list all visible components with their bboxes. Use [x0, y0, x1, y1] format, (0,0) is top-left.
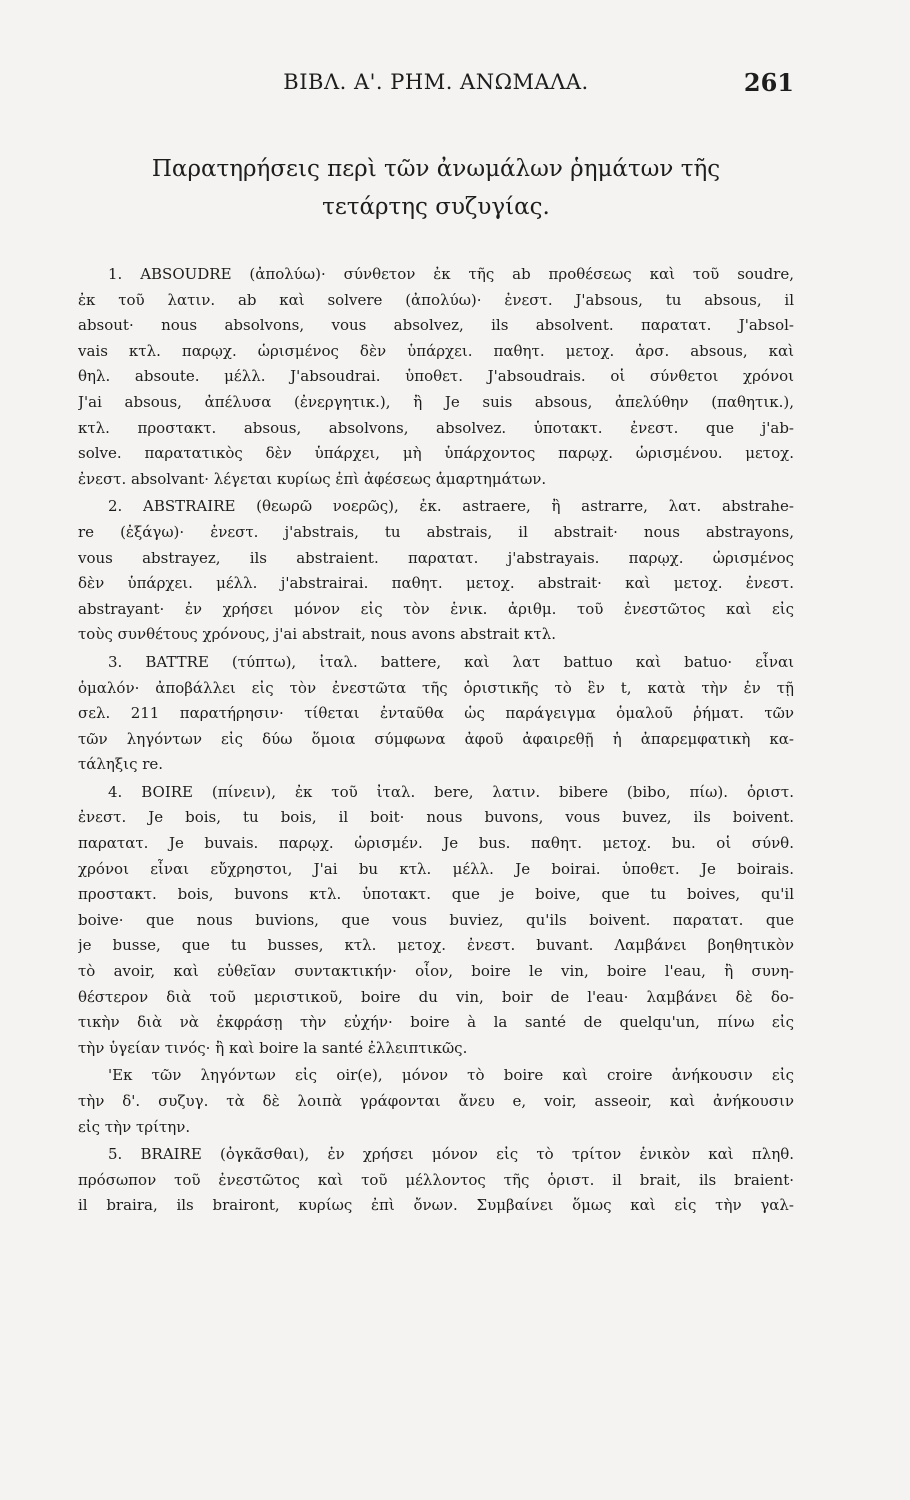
text-line: παρατατ. Je buvais. παρῳχ. ὡρισμέν. Je bus. παθητ. μετοχ. bu. οἱ σύνθ.	[78, 834, 794, 853]
paragraph	[78, 780, 794, 1062]
paragraph	[78, 1063, 794, 1140]
text-line: ἐνεστ. absolvant· λέγεται κυρίως ἐπὶ ἀφέσεως ἁμαρτημάτων.	[78, 469, 547, 488]
body-text	[78, 262, 794, 1219]
text-line: vous abstrayez, ils abstraient. παρατατ. j'abstrayais. παρῳχ. ὡρισμένος	[78, 548, 794, 567]
text-line: τὴν δ'. συζυγ. τὰ δὲ λοιπὰ γράφονται ἄνευ e, voir, asseoir, καὶ ἀνήκουσιν	[78, 1092, 794, 1110]
text-line: boive· que nous buvions, que vous buviez, qu'ils boivent. παρατατ. que	[78, 910, 794, 929]
paragraph	[78, 262, 794, 492]
text-line: τὴν ὑγείαν τινός· ἢ καὶ boire la santé ἐλλειπτικῶς.	[78, 1038, 468, 1057]
text-line: abstrayant· ἐν χρήσει μόνον εἰς τὸν ἑνικ. ἀριθμ. τοῦ ἐνεστῶτος καὶ εἰς	[78, 599, 794, 618]
text-line: δὲν ὑπάρχει. μέλλ. j'abstrairai. παθητ. μετοχ. abstrait· καὶ μετοχ. ἐνεστ.	[78, 574, 794, 593]
text-line: τοὺς συνθέτους χρόνους, j'ai abstrait, nous avons abstrait κτλ.	[78, 625, 557, 644]
text-line: absout· nous absolvons, vous absolvez, ils absolvent. παρατατ. J'absol-	[78, 316, 794, 335]
text-line: re (ἐξάγω)· ἐνεστ. j'abstrais, tu abstrais, il abstrait· nous abstrayons,	[78, 522, 794, 541]
text-line: τῶν ληγόντων εἰς δύω ὅμοια σύμφωνα ἀφοῦ ἀφαιρεθῇ ἡ ἀπαρεμφατικὴ κα-	[78, 729, 794, 748]
text-line: προστακτ. bois, buvons κτλ. ὑποτακτ. que je boive, que tu boives, qu'il	[78, 885, 794, 904]
text-line: 3. BATTRE (τύπτω), ἰταλ. battere, καὶ λατ battuo καὶ batuo· εἶναι	[108, 652, 794, 671]
text-line: vais κτλ. παρῳχ. ὡρισμένος δὲν ὑπάρχει. παθητ. μετοχ. ἀρσ. absous, καὶ	[78, 341, 794, 360]
text-line: θηλ. absoute. μέλλ. J'absoudrai. ὑποθετ. J'absoudrais. οἱ σύνθετοι χρόνοι	[78, 367, 794, 386]
running-title: ΒΙΒΛ. Α'. ΡΗΜ. ΑΝΩΜΑΛΑ.	[283, 70, 589, 94]
text-line: 2. ABSTRAIRE (θεωρῶ νοερῶς), ἐκ. astraere, ἢ astrarre, λατ. abstrahe-	[108, 497, 794, 516]
text-line: τάληξις re.	[78, 755, 164, 774]
text-line: 4. BOIRE (πίνειν), ἐκ τοῦ ἰταλ. bere, λατιν. bibere (bibo, πίω). ὁριστ.	[108, 782, 794, 801]
text-line: πρόσωπον τοῦ ἐνεστῶτος καὶ τοῦ μέλλοντος τῆς ὁριστ. il brait, ils braient·	[78, 1170, 794, 1189]
text-line: ὁμαλόν· ἀποβάλλει εἰς τὸν ἐνεστῶτα τῆς ὁριστικῆς τὸ ἓν t, κατὰ τὴν ἐν τῇ	[78, 678, 794, 697]
paragraph	[78, 494, 794, 648]
page-number: 261	[743, 68, 794, 97]
text-line: τικὴν διὰ νὰ ἐκφράσῃ τὴν εὐχήν· boire à la santé de quelqu'un, πίνω εἰς	[78, 1013, 794, 1032]
text-line: 'Εκ τῶν ληγόντων εἰς oir(e), μόνον τὸ boire καὶ croire ἀνήκουσιν εἰς	[108, 1066, 794, 1085]
text-line: solve. παρατατικὸς δὲν ὑπάρχει, μὴ ὑπάρχοντος παρῳχ. ὡρισμένου. μετοχ.	[78, 444, 794, 463]
running-head	[78, 70, 794, 100]
text-line: je busse, que tu busses, κτλ. μετοχ. ἐνεστ. buvant. Λαμβάνει βοηθητικὸν	[78, 936, 794, 955]
paragraph	[78, 650, 794, 778]
text-line: κτλ. προστακτ. absous, absolvons, absolvez. ὑποτακτ. ἐνεστ. que j'ab-	[78, 418, 794, 437]
text-line: il braira, ils brairont, κυρίως ἐπὶ ὄνων. Συμβαίνει ὅμως καὶ εἰς τὴν γαλ-	[78, 1196, 794, 1215]
text-line: J'ai absous, ἀπέλυσα (ἐνεργητικ.), ἢ Je suis absous, ἀπελύθην (παθητικ.),	[78, 392, 794, 411]
text-line: σελ. 211 παρατήρησιν· τίθεται ἐνταῦθα ὡς παράγειγμα ὁμαλοῦ ῥήματ. τῶν	[78, 704, 794, 723]
text-line: 5. BRAIRE (ὀγκᾶσθαι), ἐν χρήσει μόνον εἰς τὸ τρίτον ἑνικὸν καὶ πληθ.	[108, 1145, 794, 1164]
section-title-line: τετάρτης συζυγίας.	[322, 194, 550, 220]
section-title-line: Παρατηρήσεις περὶ τῶν ἀνωμάλων ῥημάτων τῆς	[151, 156, 721, 182]
text-line: 1. ABSOUDRE (ἀπολύω)· σύνθετον ἐκ τῆς ab προθέσεως καὶ τοῦ soudre,	[108, 265, 794, 283]
text-line: χρόνοι εἶναι εὔχρηστοι, J'ai bu κτλ. μέλλ. Je boirai. ὑποθετ. Je boirais.	[78, 859, 794, 878]
paragraph	[78, 1142, 794, 1219]
text-line: τὸ avoir, καὶ εὐθεῖαν συντακτικήν· οἷον, boire le vin, boire l'eau, ἢ συνη-	[78, 962, 794, 981]
text-line: εἰς τὴν τρίτην.	[78, 1117, 191, 1136]
text-line: ἐνεστ. Je bois, tu bois, il boit· nous buvons, vous buvez, ils boivent.	[78, 808, 794, 827]
text-line: ἐκ τοῦ λατιν. ab καὶ solvere (ἀπολύω)· ἐνεστ. J'absous, tu absous, il	[78, 290, 794, 309]
text-line: θέστερον διὰ τοῦ μεριστικοῦ, boire du vin, boir de l'eau· λαμβάνει δὲ δο-	[78, 987, 794, 1006]
section-title	[78, 150, 794, 226]
